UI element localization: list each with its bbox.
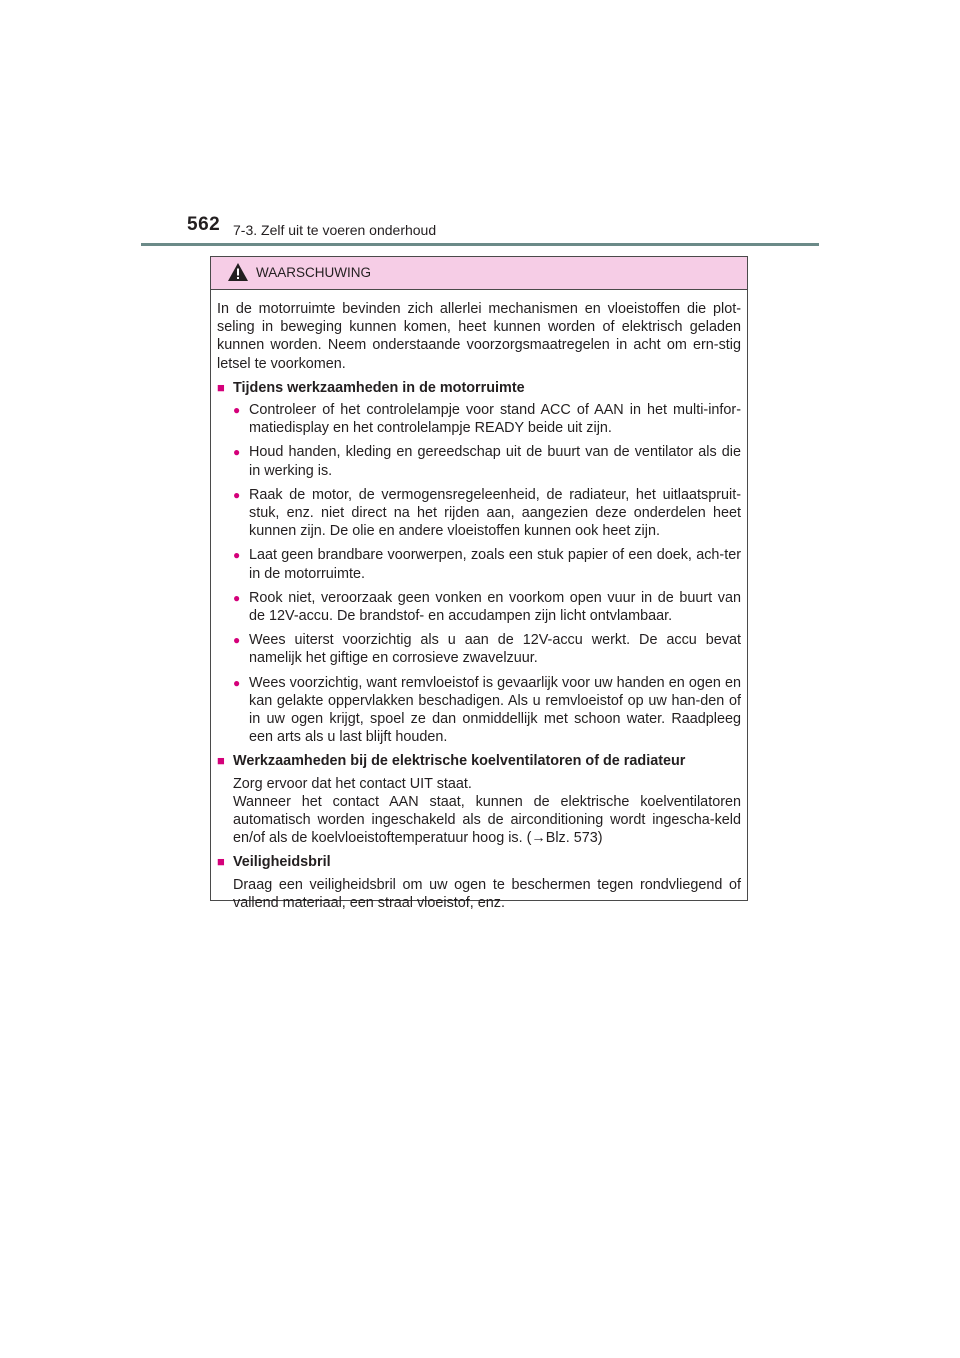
circle-bullet-icon: ● — [233, 590, 241, 605]
square-bullet-icon: ■ — [217, 854, 225, 870]
bullet-text: Laat geen brandbare voorwerpen, zoals een stuk papier of een doek, ach-ter in de motorruimte. — [249, 547, 741, 582]
section-paragraph: Wanneer het contact AAN staat, kunnen de elektrische koelventilatoren automatisch worden ingeschakeld als de airconditioning wordt ingescha-keld en/of als de koelvloeistoftemperatuur hoog is. (→Blz. 573) — [233, 793, 741, 847]
section-paragraph: Zorg ervoor dat het contact UIT staat. — [233, 775, 472, 792]
bullet-text: Wees uiterst voorzichtig als u aan de 12V-accu werkt. De accu bevat namelijk het giftige en corrosieve zwavelzuur. — [249, 632, 741, 667]
bullet-text: Raak de motor, de vermogensregeleenheid, de radiateur, het uitlaatspruit-stuk, enz. niet direct na het rijden aan, aangezien deze onderdelen heet kunnen zijn. De olie en andere vloeistoffen kunnen ook heet zijn. — [249, 486, 741, 540]
circle-bullet-icon: ● — [233, 633, 241, 648]
warning-box — [210, 256, 748, 911]
bullet-text: Houd handen, kleding en gereedschap uit de buurt van de ventilator als die in werking is. — [249, 444, 741, 479]
section-paragraph: Draag een veiligheidsbril om uw ogen te beschermen tegen rondvliegend of vallend materiaal, een straal vloeistof, enz. — [233, 876, 741, 911]
section-heading-text: Werkzaamheden bij de elektrische koelventilatoren of de radiateur — [233, 753, 686, 770]
bullet-item — [233, 486, 741, 541]
circle-bullet-icon: ● — [233, 548, 241, 563]
bullet-item — [233, 401, 741, 437]
section-heading-text: Veiligheidsbril — [233, 854, 331, 871]
section-heading — [217, 853, 741, 871]
bullet-item — [233, 631, 741, 667]
section-title: 7-3. Zelf uit te voeren onderhoud — [233, 222, 437, 238]
warning-body — [211, 290, 747, 912]
warning-header — [211, 257, 747, 290]
square-bullet-icon: ■ — [217, 753, 225, 769]
bullet-item — [233, 589, 741, 625]
section-heading — [217, 752, 741, 770]
intro-paragraph: In de motorruimte bevinden zich allerlei mechanismen en vloeistoffen die plot-seling in beweging kunnen komen, heet kunnen worden of elektrisch geladen kunnen worden. Neem onderstaande voorzorgsmaatregelen in acht om ern-stig letsel te voorkomen. — [217, 301, 741, 372]
bullet-text: Wees voorzichtig, want remvloeistof is gevaarlijk voor uw handen en ogen en kan gelakte oppervlakken beschadigen. Als u remvloeistof op uw han-den of in uw ogen krijgt, spoel ze dan onmiddellijk met schoon water. Raadpleeg een arts als u last blijft houden. — [249, 674, 741, 746]
circle-bullet-icon: ● — [233, 403, 241, 418]
section-heading-text: Tijdens werkzaamheden in de motorruimte — [233, 379, 525, 396]
warning-triangle-icon — [227, 262, 249, 282]
page-number: 562 — [187, 214, 221, 235]
bullet-item — [233, 674, 741, 747]
bullet-item — [233, 443, 741, 479]
header-rule — [141, 243, 819, 246]
bullet-text: Rook niet, veroorzaak geen vonken en voorkom open vuur in de buurt van de 12V-accu. De brandstof- en accudampen zijn licht ontvlambaar. — [249, 589, 741, 625]
section-heading — [217, 379, 741, 397]
circle-bullet-icon: ● — [233, 487, 241, 502]
circle-bullet-icon: ● — [233, 675, 241, 690]
circle-bullet-icon: ● — [233, 445, 241, 460]
bullet-item — [233, 546, 741, 582]
bullet-text: Controleer of het controlelampje voor stand ACC of AAN in het multi-infor-matiedisplay en het controlelampje READY beide uit zijn. — [249, 402, 741, 437]
warning-title: WAARSCHUWING — [256, 265, 371, 280]
square-bullet-icon: ■ — [217, 379, 225, 395]
